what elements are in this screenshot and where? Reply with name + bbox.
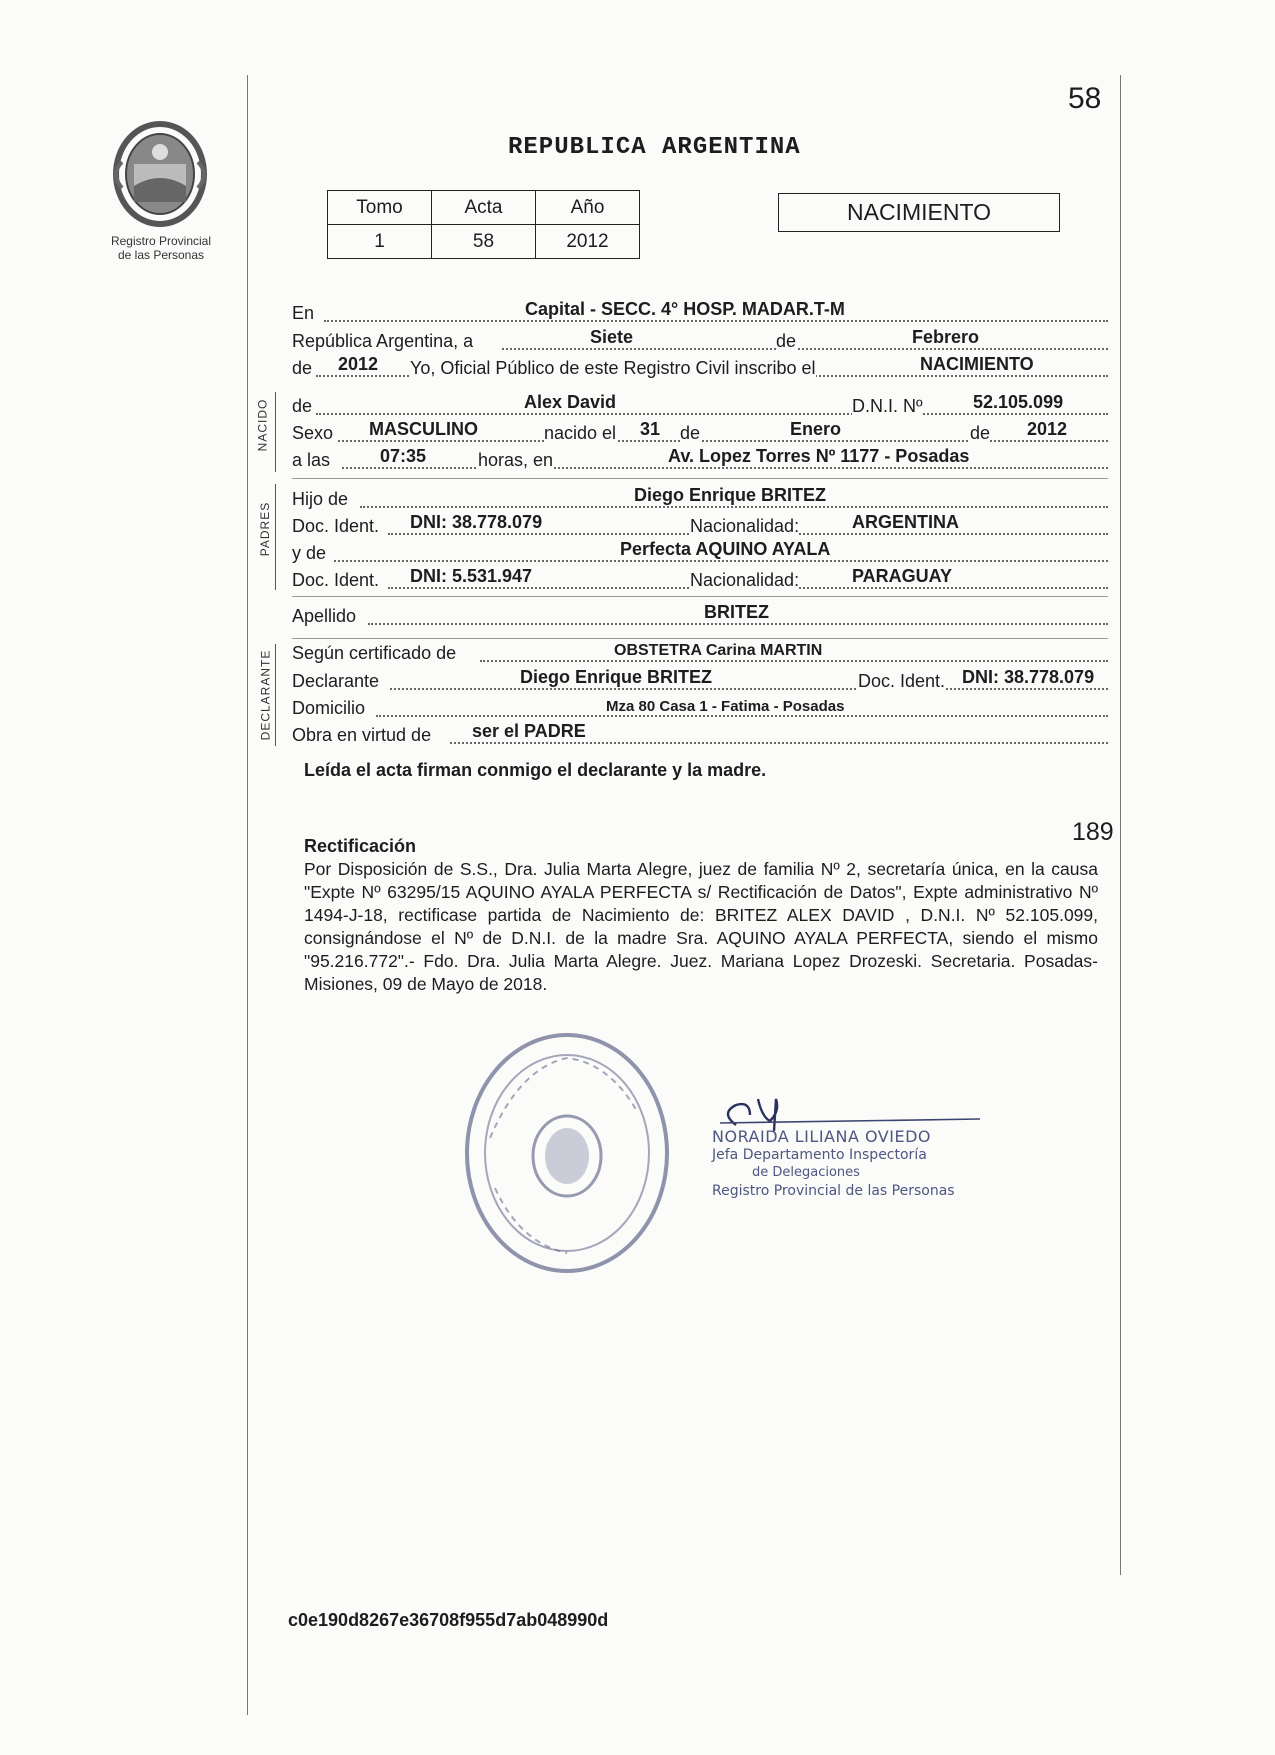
hora-value: 07:35 [380,446,427,466]
row-domicilio [292,693,1108,721]
domicilio-value: Mza 80 Casa 1 - Fatima - Posadas [606,698,845,715]
header-anio: Año [536,191,640,225]
apellido-value: BRITEZ [704,602,769,622]
declarante-label: Declarante [292,671,380,691]
misiones-coat-of-arms-icon [100,112,220,232]
nac-de-label: de [680,423,701,443]
logo-label-line2: de las Personas [117,248,205,262]
row-en [292,298,1108,326]
doc2-label: Doc. Ident. [292,570,380,590]
de-nombre-label: de [292,396,313,416]
rectificacion-body: Por Disposición de S.S., Dra. Julia Marta Alegre, juez de familia Nº 2, secretaría única, en la causa "Expte Nº 63295/15 AQUINO AYALA PERFECTA s/ Rectificación de Datos", Expte administrativo Nº 1494-J-18, rectificase partida de Nacimiento de: BRITEZ ALEX DAVID , D.N.I. Nº 52.105.099, consignándose el Nº de D.N.I. de la madre Sra. AQUINO AYALA PERFECTA, siendo el mismo "95.216.772".- Fdo. Dra. Julia Marta Alegre. Juez. Mariana Lopez Drozeski. Secretaria. Posadas- Misiones, 09 de Mayo de 2018. [304,859,1098,994]
country-title: REPUBLICA ARGENTINA [508,134,801,161]
yde-label: y de [292,543,327,563]
de-label: de [776,331,797,351]
document-hash: c0e190d8267e36708f955d7ab048990d [288,1610,609,1630]
sexo-value: MASCULINO [369,419,478,439]
obra-label: Obra en virtud de [292,725,432,745]
doc1-label: Doc. Ident. [292,516,380,536]
lugar-value: Av. Lopez Torres Nº 1177 - Posadas [668,446,970,466]
en-label: En [292,303,315,323]
doc1-value: DNI: 38.778.079 [410,512,543,532]
row-nombre [292,391,1108,419]
nac-anio-value: 2012 [1027,419,1068,439]
official-seal-icon [460,1028,675,1278]
nac-dia-value: 31 [640,419,661,439]
registry-table [327,190,640,259]
decl-doc-label: Doc. Ident. [858,671,946,691]
page-number: 58 [1068,82,1102,115]
value-acta: 58 [432,225,536,259]
decl-doc-value: DNI: 38.778.079 [962,667,1095,687]
inscribo-value: NACIMIENTO [920,354,1034,374]
row-apellido [292,601,1108,629]
de-year-label: de [292,358,313,378]
logo-label [86,234,236,262]
hijo-label: Hijo de [292,489,349,509]
cert-value: OBSTETRA Carina MARTIN [614,642,823,659]
row-cert [292,638,1108,666]
obra-value: ser el PADRE [472,721,586,741]
republica-label: República Argentina, a [292,331,474,351]
apellido-label: Apellido [292,606,357,626]
dia-value: Siete [590,327,634,347]
signature-stamp [712,1128,992,1200]
dni-value: 52.105.099 [973,392,1064,412]
row-republica [292,326,1108,354]
logo-label-line1: Registro Provincial [110,234,212,248]
row-madre [292,538,1108,566]
section-label-nacido: NACIDO [255,398,270,452]
oficial-text: Yo, Oficial Público de este Registro Civil inscribo el [410,358,816,378]
header-tomo: Tomo [328,191,432,225]
left-margin-line [247,75,248,1715]
header-acta: Acta [432,191,536,225]
nac-de2-label: de [970,423,991,443]
row-declarante [292,666,1108,694]
nac2-label: Nacionalidad: [690,570,800,590]
stamp-line3: de Delegaciones [752,1165,860,1180]
section-label-padres: PADRES [258,501,273,557]
anio-value: 2012 [338,354,379,374]
row-obra [292,720,1108,748]
declarante-value: Diego Enrique BRITEZ [520,667,713,687]
nac-mes-value: Enero [790,419,842,439]
cert-label: Según certificado de [292,643,457,663]
madre-value: Perfecta AQUINO AYALA [620,539,831,559]
value-tomo: 1 [328,225,432,259]
row-doc1 [292,511,1108,539]
sexo-label: Sexo [292,423,334,443]
dni-label: D.N.I. Nº [852,396,923,416]
nacido-label: nacido el [544,423,617,443]
row-doc2 [292,565,1108,593]
mes-value: Febrero [912,327,980,347]
right-margin-line [1120,75,1121,1575]
margin-number: 189 [1072,818,1114,846]
stamp-name: NORAIDA LILIANA OVIEDO [712,1127,931,1146]
stamp-line4: Registro Provincial de las Personas [712,1183,955,1199]
nombre-value: Alex David [524,392,617,412]
row-hora [292,445,1108,473]
record-type-box: NACIMIENTO [778,193,1060,232]
row-hijo [292,484,1108,512]
value-anio: 2012 [536,225,640,259]
en-value: Capital - SECC. 4° HOSP. MADAR.T-M [525,299,845,319]
nac2-value: PARAGUAY [852,566,953,586]
domicilio-label: Domicilio [292,698,366,718]
alas-label: a las [292,450,331,470]
nac1-value: ARGENTINA [852,512,959,532]
nac1-label: Nacionalidad: [690,516,800,536]
horas-label: horas, en [478,450,554,470]
row-sexo [292,418,1108,446]
row-oficial [292,353,1108,381]
padre-value: Diego Enrique BRITEZ [634,485,827,505]
doc2-value: DNI: 5.531.947 [410,566,533,586]
section-label-declarante: DECLARANTE [258,649,273,741]
stamp-line2: Jefa Departamento Inspectoría [712,1147,927,1163]
closing-text: Leída el acta firman conmigo el declarante y la madre. [304,760,767,780]
rectificacion-title: Rectificación [304,836,417,856]
